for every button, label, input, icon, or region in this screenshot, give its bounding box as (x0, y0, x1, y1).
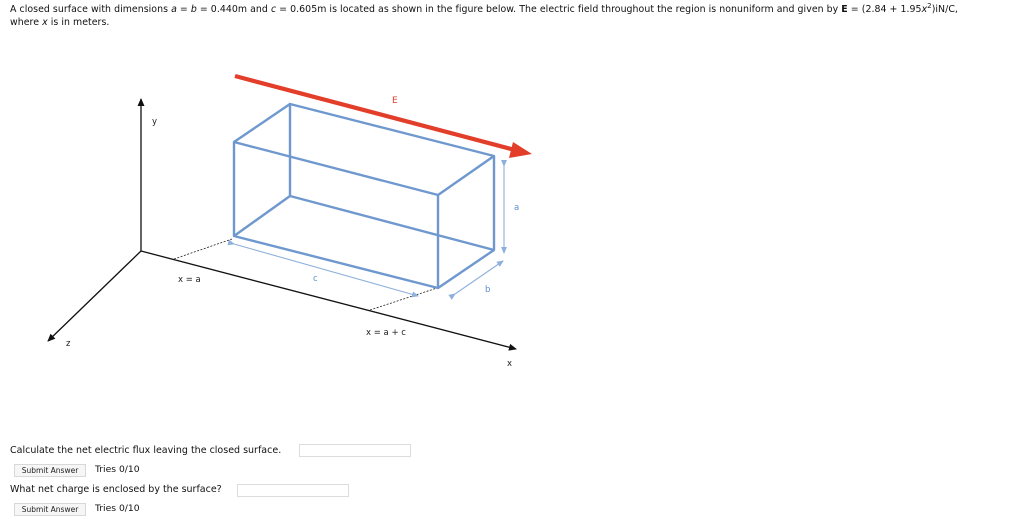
charge-answer-input[interactable] (237, 484, 349, 497)
flux-answer-input[interactable] (299, 444, 411, 457)
axes (48, 99, 516, 349)
c-label: c (313, 274, 318, 284)
c-dimension-arrow (234, 244, 418, 296)
dimension-arrows (234, 166, 504, 296)
z-axis-label: z (66, 339, 71, 349)
position-dashes (174, 239, 437, 310)
question-2-text: What net charge is enclosed by the surface? (10, 484, 222, 495)
a-label: a (514, 203, 520, 213)
tries-counter-1: Tries 0/10 (95, 464, 140, 475)
closed-surface-box (234, 104, 494, 288)
b-label: b (485, 285, 491, 295)
x-axis-label: x (507, 359, 513, 369)
b-dimension-arrow (455, 261, 503, 294)
y-axis-label: y (152, 117, 158, 127)
electric-field-arrow (235, 76, 532, 158)
z-axis (48, 251, 141, 341)
E-field-label: E (392, 96, 398, 106)
question-1-text: Calculate the net electric flux leaving the closed surface. (10, 445, 282, 456)
problem-statement: A closed surface with dimensions a = b = 0.440m and c = 0.605m is located as shown in the figure below. The electric field throughout the region is nonuniform and given by $E = (2.84 + 1.95x^2)iN/C$, where x is in meters. (10, 1, 958, 28)
tries-counter-2: Tries 0/10 (95, 503, 140, 514)
x-eq-a-label: x = a (178, 275, 201, 285)
x-axis (141, 251, 516, 349)
submit-answer-button-1[interactable]: Submit Answer (14, 464, 86, 477)
x-eq-a-plus-c-label: x = a + c (366, 328, 406, 338)
submit-answer-button-2[interactable]: Submit Answer (14, 503, 86, 516)
